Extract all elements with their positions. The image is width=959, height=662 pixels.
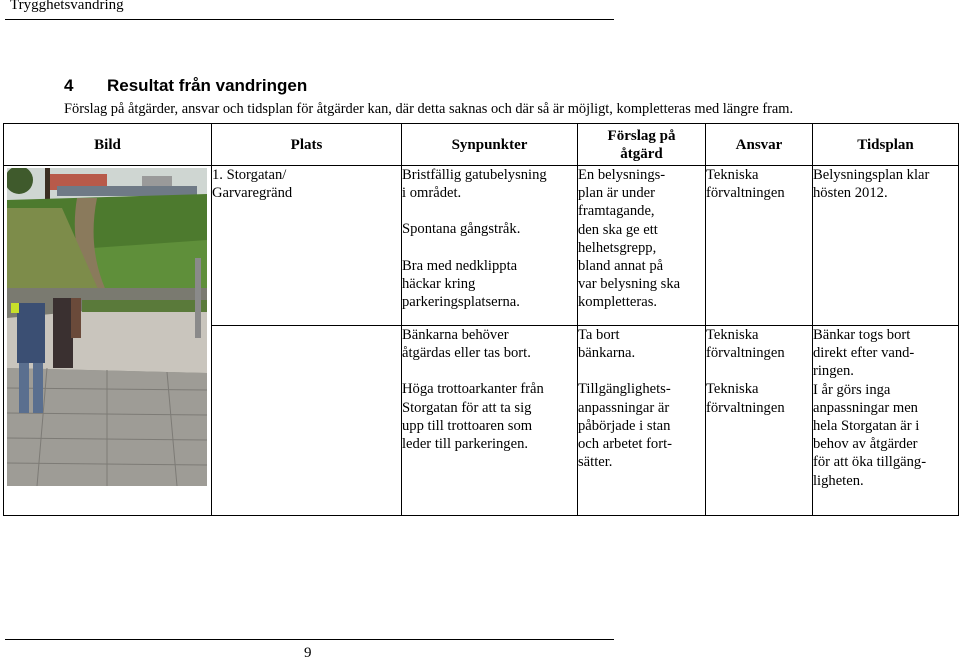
synpunkter-cell (402, 166, 578, 326)
forslag-cell (578, 166, 706, 326)
synpunkter-cell (402, 326, 578, 516)
text-line: häckar kring (402, 275, 476, 292)
header-bild: Bild (4, 124, 212, 166)
text-line: och arbetet fort- (578, 436, 672, 453)
text-line: leder till parkeringen. (402, 436, 529, 453)
text-line: hösten 2012. (813, 185, 888, 202)
text-line: I år görs inga (813, 381, 891, 398)
text-line: åtgärdas eller tas bort. (402, 345, 531, 362)
section-number: 4 (64, 76, 74, 95)
header-forslag-line-1: Förslag på (607, 127, 676, 144)
text-line: Storgatan för att ta sig (402, 399, 532, 416)
text-line: bänkarna. (578, 345, 636, 362)
text-line: ringen. (813, 363, 854, 380)
text-line: bland annat på (578, 258, 664, 275)
text-line: En belysnings- (578, 167, 666, 183)
ansvar-cell (706, 166, 813, 326)
text-line: Tekniska (706, 381, 759, 398)
text-line: hela Storgatan är i (813, 418, 920, 435)
text-line: sätter. (578, 454, 613, 471)
text-line: var belysning ska (578, 276, 681, 293)
text-line: anpassningar är (578, 399, 670, 416)
tidsplan-cell (813, 166, 959, 326)
header-synpunkter: Synpunkter (402, 124, 578, 166)
header-ansvar: Ansvar (706, 124, 813, 166)
header-tidsplan: Tidsplan (813, 124, 959, 166)
text-line: parkeringsplatserna. (402, 294, 520, 311)
text-line: förvaltningen (706, 185, 785, 202)
plats-line: Garvaregränd (212, 185, 293, 202)
text-line: Bristfällig gatubelysning (402, 167, 547, 183)
site-photo (7, 168, 207, 486)
header-forslag-line-2: åtgärd (620, 145, 663, 162)
text-line: Höga trottoarkanter från (402, 381, 544, 398)
plats-line: 1. Storgatan/ (212, 167, 287, 183)
text-line: helhetsgrepp, (578, 239, 657, 256)
text-line: plan är under (578, 185, 655, 202)
header-rule (5, 19, 614, 20)
table-row (4, 166, 959, 326)
measures-table (3, 123, 959, 516)
text-line: Belysningsplan klar (813, 167, 930, 183)
header-forslag (578, 124, 706, 166)
text-line: upp till trottoaren som (402, 417, 533, 434)
text-line: Bänkarna behöver (402, 327, 509, 343)
table-header-row (4, 124, 959, 166)
photo-cell (4, 166, 212, 516)
text-line: direkt efter vand- (813, 345, 915, 362)
text-line: Tillgänglighets- (578, 381, 671, 398)
header-plats: Plats (212, 124, 402, 166)
text-line: Spontana gångstråk. (402, 221, 521, 238)
footer-rule (5, 639, 614, 640)
text-line: framtagande, (578, 203, 655, 220)
text-line: Bra med nedklippta (402, 257, 518, 274)
page-number: 9 (304, 645, 312, 661)
text-line: behov av åtgärder (813, 436, 918, 453)
text-line: påbörjade i stan (578, 417, 671, 434)
text-line: Ta bort (578, 327, 620, 343)
tidsplan-cell (813, 326, 959, 516)
text-line: kompletteras. (578, 294, 658, 311)
text-line: den ska ge ett (578, 221, 658, 238)
intro-paragraph: Förslag på åtgärder, ansvar och tidsplan för åtgärder kan, där detta saknas och där så är möjligt, kompletteras med längre fram. (64, 101, 794, 117)
plats-cell (212, 166, 402, 326)
forslag-cell (578, 326, 706, 516)
text-line: förvaltningen (706, 399, 785, 416)
section-title: Resultat från vandringen (107, 76, 308, 95)
text-line: ligheten. (813, 472, 864, 489)
text-line: förvaltningen (706, 345, 785, 362)
running-header: Trygghetsvandring (10, 0, 124, 13)
section-heading (64, 76, 307, 96)
text-line: anpassningar men (813, 399, 918, 416)
ansvar-cell (706, 326, 813, 516)
text-line: Tekniska (706, 327, 759, 343)
plats-cell-empty (212, 326, 402, 516)
text-line: Bänkar togs bort (813, 327, 911, 343)
text-line: Tekniska (706, 167, 759, 183)
text-line: i området. (402, 185, 462, 202)
text-line: för att öka tillgäng- (813, 454, 927, 471)
